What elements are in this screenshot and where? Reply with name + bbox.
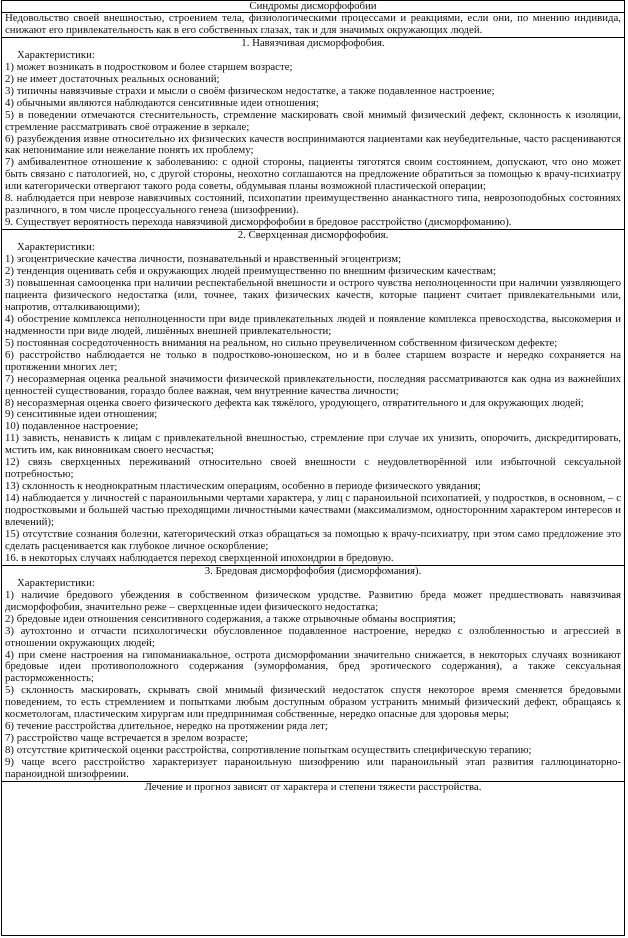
characteristic-item: 9. Существует вероятность перехода навязчивой дисморфофобии в бредовое расстройство (дисморфоманию). bbox=[5, 216, 512, 229]
characteristic-item: 8) несоразмерная оценка своего физического дефекта как тяжёлого, уродующего, отвратительного и для окружающих людей; bbox=[5, 396, 584, 409]
footer-note: Лечение и прогноз зависят от характера и степени тяжести расстройства. bbox=[144, 781, 482, 793]
characteristic-item: 5) в поведении отмечаются стеснительность, стремление маскировать свой мнимый физический дефект, склонность к изоляции, стремление рассматривать своё отражение в зеркале; bbox=[5, 108, 621, 133]
characteristic-item: 11) зависть, ненависть к лицам с привлекательной внешностью, стремление при случае их унизить, опорочить, дискредитировать, мстить им, как виновникам своего несчастья; bbox=[5, 432, 621, 457]
characteristic-item: 7) несоразмерная оценка реальной значимости физической привлекательности, последняя рассматриваются как одна из важнейших ценностей существования, гораздо более важная, чем внутренние качества личности; bbox=[5, 372, 621, 397]
characteristic-item: 2) тенденция оценивать себя и окружающих людей преимущественно по внешним физическим качествам; bbox=[5, 265, 496, 278]
characteristics-label: Характеристики: bbox=[17, 48, 95, 61]
syndrome-table bbox=[1, 0, 625, 936]
characteristic-item: 2) не имеет достаточных реальных оснований; bbox=[5, 72, 220, 85]
characteristic-item: 7) амбивалентное отношение к заболеванию: с одной стороны, пациенты тяготятся своим состоянием, допускают, что оно может быть связано с патологией, но, с другой стороны, неохотно соглашаются на предложение обратиться за помощью к врачу-психиатру или категорически отвергают такого рода советы, обдумывая планы возможной пластической операции; bbox=[5, 156, 621, 193]
section-heading: 2. Сверхценная дисморфофобия. bbox=[237, 229, 389, 242]
characteristic-item: 9) чаще всего расстройство характеризует параноильную шизофрению или параноильный этап развития галлюцинаторно-параноидной шизофрении. bbox=[5, 756, 621, 781]
section-heading: 1. Навязчивая дисморфофобия. bbox=[241, 36, 385, 49]
characteristic-item: 13) склонность к неоднократным пластическим операциям, особенно в периоде физического увядания; bbox=[5, 480, 481, 493]
characteristic-item: 9) сенситивные идеи отношения; bbox=[5, 408, 158, 421]
characteristic-item: 4) обострение комплекса неполноценности при виде привлекательных людей и появление комплекса превосходства, высокомерия и надменности при виде людей, лишённых внешней привлекательности; bbox=[5, 312, 621, 337]
section-overvalued bbox=[2, 230, 624, 566]
characteristic-item: 4) обычными являются наблюдаются сенситивные идеи отношения; bbox=[5, 96, 319, 109]
table-title: Синдромы дисморфофобии bbox=[2, 1, 624, 13]
characteristics-list bbox=[5, 62, 621, 229]
characteristics-label: Характеристики: bbox=[17, 576, 95, 589]
section-delusional bbox=[2, 566, 624, 782]
characteristic-item: 3) аутохтонно и отчасти психологически обусловленное подавленное настроение, нередко с озлобленностью и агрессией в отношении окружающих людей; bbox=[5, 624, 621, 649]
characteristic-item: 2) бредовые идеи отношения сенситивного содержания, а также отрывочные обманы восприятия; bbox=[5, 612, 456, 625]
characteristic-item: 14) наблюдается у личностей с параноильными чертами характера, у лиц с параноильной психопатией, у подростков, в основном, – с подростковыми и большей частью преходящими личностными качествами (максимализмом, односторонним характером интересов и влечений); bbox=[5, 492, 621, 529]
characteristic-item: 8. наблюдается при неврозе навязчивых состояний, психопатии преимущественно ананкастного типа, неврозоподобных состояниях различного, в том числе процессуального генеза (шизофрении). bbox=[5, 192, 621, 217]
characteristic-item: 8) отсутствие критической оценки расстройства, сопротивление попыткам осуществить специфическую терапию; bbox=[5, 744, 532, 757]
characteristics-list bbox=[5, 590, 621, 781]
characteristic-item: 6) разубеждения извне относительно их физических качеств воспринимаются пациентами как неубедительные, часто расцениваются как непонимание или нежелание понять их проблему; bbox=[5, 132, 621, 157]
characteristic-item: 1) наличие бредового убеждения в собственном физическом уродстве. Развитию бреда может предшествовать навязчивая дисморфофобия, значительно реже – сверхценные идеи физического недостатка; bbox=[5, 588, 621, 613]
characteristic-item: 3) типичны навязчивые страхи и мысли о своём физическом недостатке, а также подавленное настроение; bbox=[5, 84, 495, 97]
characteristic-item: 6) расстройство наблюдается не только в подростково-юношеском, но и в более старшем возрасте и нередко сохраняется на протяжении многих лет; bbox=[5, 348, 621, 373]
characteristic-item: 15) отсутствие сознания болезни, категорический отказ обращаться за помощью к врачу-психиатру, при этом само предложение это сделать расценивается как глубокое личное оскорбление; bbox=[5, 527, 621, 552]
characteristic-item: 1) может возникать в подростковом и более старшем возрасте; bbox=[5, 60, 293, 73]
intro-paragraph: Недовольство своей внешностью, строением тела, физиологическими процессами и реакциями, если они, по мнению индивида, снижают его привлекательность как в его собственных глазах, так и для значимых окружающих людей. bbox=[2, 13, 624, 38]
section-heading: 3. Бредовая дисморфофобия (дисморфомания). bbox=[204, 564, 422, 577]
characteristic-item: 12) связь сверхценных переживаний относительно своей внешности с неудовлетворённой или избыточной сексуальной потребностью; bbox=[5, 456, 621, 481]
characteristic-item: 10) подавленное настроение; bbox=[5, 420, 139, 433]
characteristics-label: Характеристики: bbox=[17, 241, 95, 254]
characteristic-item: 16. в некоторых случаях наблюдается переход сверхценной ипохондрии в бредовую. bbox=[5, 551, 394, 564]
characteristic-item: 3) повышенная самооценка при наличии респектабельной внешности и острого чувства неполноценности при наличии уязвляющего пациента физического недостатка (или, точнее, таких физических качеств, которые пациент считает привлекательными или, напротив, отталкивающими); bbox=[5, 276, 621, 313]
section-obsessive bbox=[2, 38, 624, 230]
characteristic-item: 7) расстройство чаще встречается в зрелом возрасте; bbox=[5, 732, 249, 745]
characteristic-item: 4) при смене настроения на гипоманиакальное, острота дисморфомании значительно снижается, в некоторых случаях возникают бредовые идеи противоположного содержания (эуморфомания, бред эротического содержания), а также сексуальная расторможенность; bbox=[5, 648, 621, 685]
characteristic-item: 1) эгоцентрические качества личности, познавательный и нравственный эгоцентризм; bbox=[5, 253, 402, 266]
characteristic-item: 5) склонность маскировать, скрывать свой мнимый физический недостаток спустя некоторое время сменяется бредовыми поведением, то есть стремлением и попытками любым доступным образом устранить мнимый физический дефект, обращаясь к косметологам, пластическим хирургам или предпринимая собственные, нередко опасные для здоровья меры; bbox=[5, 684, 621, 721]
characteristics-list bbox=[5, 254, 621, 565]
characteristic-item: 5) постоянная сосредоточенность внимания на реальном, но сильно преувеличенном собственном физическом дефекте; bbox=[5, 336, 558, 349]
characteristic-item: 6) течение расстройства длительное, нередко на протяжении ряда лет; bbox=[5, 720, 328, 733]
